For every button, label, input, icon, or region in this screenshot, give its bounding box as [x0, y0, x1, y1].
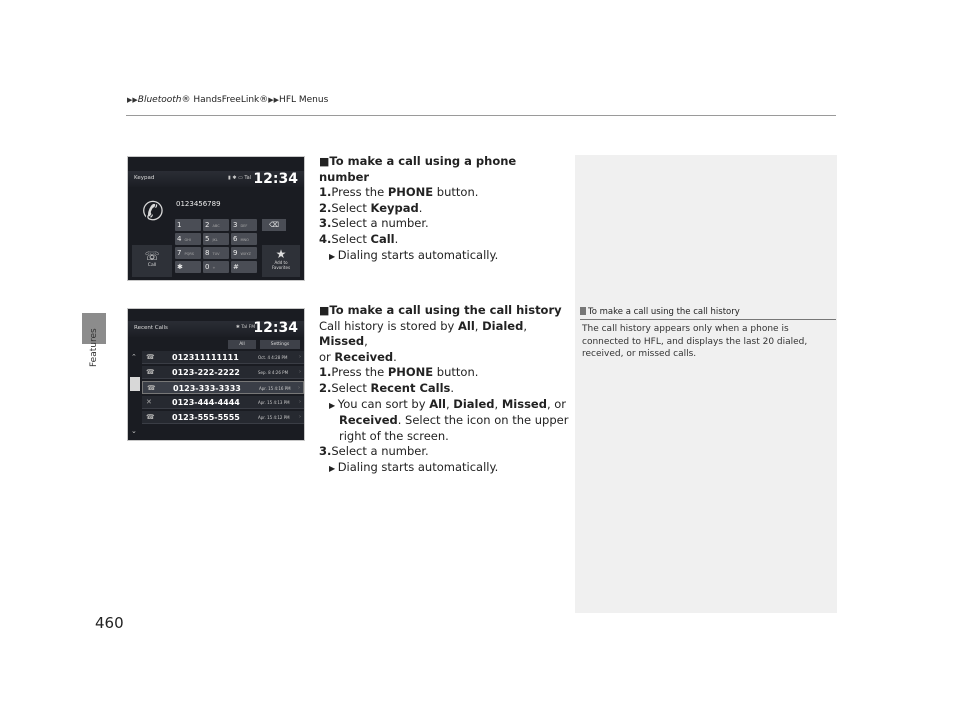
note-icon	[580, 307, 586, 315]
call-date: Apr. 15 4:16 PM	[259, 386, 291, 391]
call-number: 012311111111	[172, 353, 239, 362]
note-body: The call history appears only when a phone is connected to HFL, and displays the last 20 dialed, received, or missed calls.	[582, 324, 808, 359]
step-2: 2.Select Keypad.	[319, 200, 423, 215]
header-divider	[126, 115, 836, 116]
section-call-history	[319, 303, 569, 477]
screen-clock: 12:34	[253, 171, 298, 187]
chevron-right-icon: ›	[299, 369, 301, 375]
status-icons: ▮ ✱ ▭ Tal	[228, 175, 252, 181]
call-number: 0123-555-5555	[172, 413, 240, 422]
breadcrumb	[127, 95, 328, 105]
add-to-favorites-button[interactable]	[262, 245, 300, 277]
screen-title: Keypad	[134, 175, 155, 181]
keypad-key[interactable]: 5 JKL	[203, 233, 229, 245]
screen-title: Recent Calls	[134, 325, 168, 331]
chevron-right-icon: ›	[299, 399, 301, 405]
call-history-row[interactable]	[142, 351, 304, 364]
keypad-key[interactable]: ✱	[175, 261, 201, 273]
step-1: 1.Press the PHONE button.	[319, 365, 479, 380]
breadcrumb-part-3[interactable]: HFL Menus	[279, 95, 329, 105]
step-2-detail: ▶ You can sort by All, Dialed, Missed, or	[329, 396, 567, 411]
call-date: Oct. 4 4:28 PM	[258, 355, 288, 360]
star-icon: ★	[275, 247, 287, 261]
step-4: 4.Select Call.	[319, 231, 399, 246]
step-2: 2.Select Recent Calls.	[319, 380, 455, 395]
step-3: 3.Select a number.	[319, 444, 429, 459]
sort-all-button[interactable]: All	[228, 340, 256, 349]
call-type-icon: ☎	[146, 368, 155, 376]
scroll-up-icon[interactable]: ⌃	[131, 353, 137, 361]
keypad-screenshot	[127, 156, 305, 281]
scroll-thumb[interactable]	[130, 377, 140, 391]
breadcrumb-arrow-icon: ▶▶	[127, 96, 138, 104]
call-history-row[interactable]	[142, 411, 304, 424]
keypad-key[interactable]: 9 WXYZ	[231, 247, 257, 259]
chapter-label: Features	[89, 328, 99, 367]
page-number: 460	[95, 614, 124, 632]
note-panel	[575, 155, 837, 613]
section-square-icon: ■	[319, 155, 330, 168]
step-2-detail-3: right of the screen.	[339, 428, 449, 443]
keypad-key[interactable]: 4 GHI	[175, 233, 201, 245]
call-history-row[interactable]	[142, 366, 304, 379]
note-divider	[580, 319, 836, 320]
step-3: 3.Select a number.	[319, 216, 429, 231]
favorites-label-2: Favorites	[271, 265, 291, 270]
keypad-key[interactable]: 7 PQRS	[175, 247, 201, 259]
breadcrumb-arrow-icon: ▶▶	[268, 96, 280, 104]
call-history-row[interactable]	[142, 396, 304, 409]
step-1: 1.Press the PHONE button.	[319, 185, 479, 200]
call-type-icon: ☎	[146, 353, 155, 361]
call-date: Apr. 15 4:13 PM	[258, 400, 290, 405]
call-date: Apr. 15 4:12 PM	[258, 415, 290, 420]
call-button[interactable]	[132, 245, 172, 277]
screen-clock: 12:34	[253, 320, 298, 336]
call-button-label: Call	[147, 263, 157, 268]
chevron-right-icon: ›	[299, 354, 301, 360]
breadcrumb-part-1[interactable]: Bluetooth	[137, 95, 182, 105]
status-icons: ✱ Tal FM	[236, 325, 256, 330]
section-phone-number	[319, 154, 569, 264]
call-date: Sep. 8 4:26 PM	[258, 370, 289, 375]
call-type-icon: ✕	[146, 398, 152, 406]
call-number: 0123-444-4444	[172, 398, 240, 407]
chevron-right-icon: ›	[299, 414, 301, 420]
chevron-right-icon: ›	[298, 385, 300, 391]
intro-line-2: or Received.	[319, 349, 397, 364]
keypad-key[interactable]: 6 MNO	[231, 233, 257, 245]
result-arrow-icon: ▶	[329, 251, 338, 261]
breadcrumb-part-2[interactable]: ® HandsFreeLink®	[181, 95, 269, 105]
call-number: 0123-222-2222	[172, 368, 240, 377]
step-3-result: ▶ Dialing starts automatically.	[329, 459, 499, 474]
result-arrow-icon: ▶	[329, 400, 338, 410]
keypad-key[interactable]: 2 ABC	[203, 219, 229, 231]
note-heading: To make a call using the call history	[580, 307, 740, 317]
keypad-key[interactable]: 3 DEF	[231, 219, 257, 231]
keypad-key[interactable]: 8 TUV	[203, 247, 229, 259]
call-history-row[interactable]	[142, 381, 304, 394]
backspace-icon[interactable]: ⌫	[262, 219, 286, 231]
section-heading: ■To make a call using a phone number	[319, 154, 517, 184]
phone-handset-icon: ✆	[142, 197, 164, 227]
intro-line-1: Call history is stored by All, Dialed, Missed,	[319, 318, 527, 349]
scroll-down-icon[interactable]: ⌄	[131, 427, 137, 435]
section-square-icon: ■	[319, 304, 330, 317]
settings-button[interactable]: Settings	[260, 340, 300, 349]
call-type-icon: ☎	[147, 384, 156, 392]
result-arrow-icon: ▶	[329, 463, 338, 473]
favorites-label-1: Add to	[274, 260, 288, 265]
recent-calls-screenshot	[127, 308, 305, 441]
call-type-icon: ☎	[146, 413, 155, 421]
dialed-number: 0123456789	[176, 200, 221, 208]
keypad-key[interactable]: 0 +	[203, 261, 229, 273]
step-2-detail-2: Received. Select the icon on the upper	[339, 413, 569, 428]
phone-call-icon: ☏	[144, 249, 160, 263]
keypad-key[interactable]: #	[231, 261, 257, 273]
call-number: 0123-333-3333	[173, 384, 241, 393]
step-4-result: ▶ Dialing starts automatically.	[329, 247, 499, 262]
keypad-key[interactable]: 1	[175, 219, 201, 231]
section-heading: ■To make a call using the call history	[319, 303, 562, 317]
